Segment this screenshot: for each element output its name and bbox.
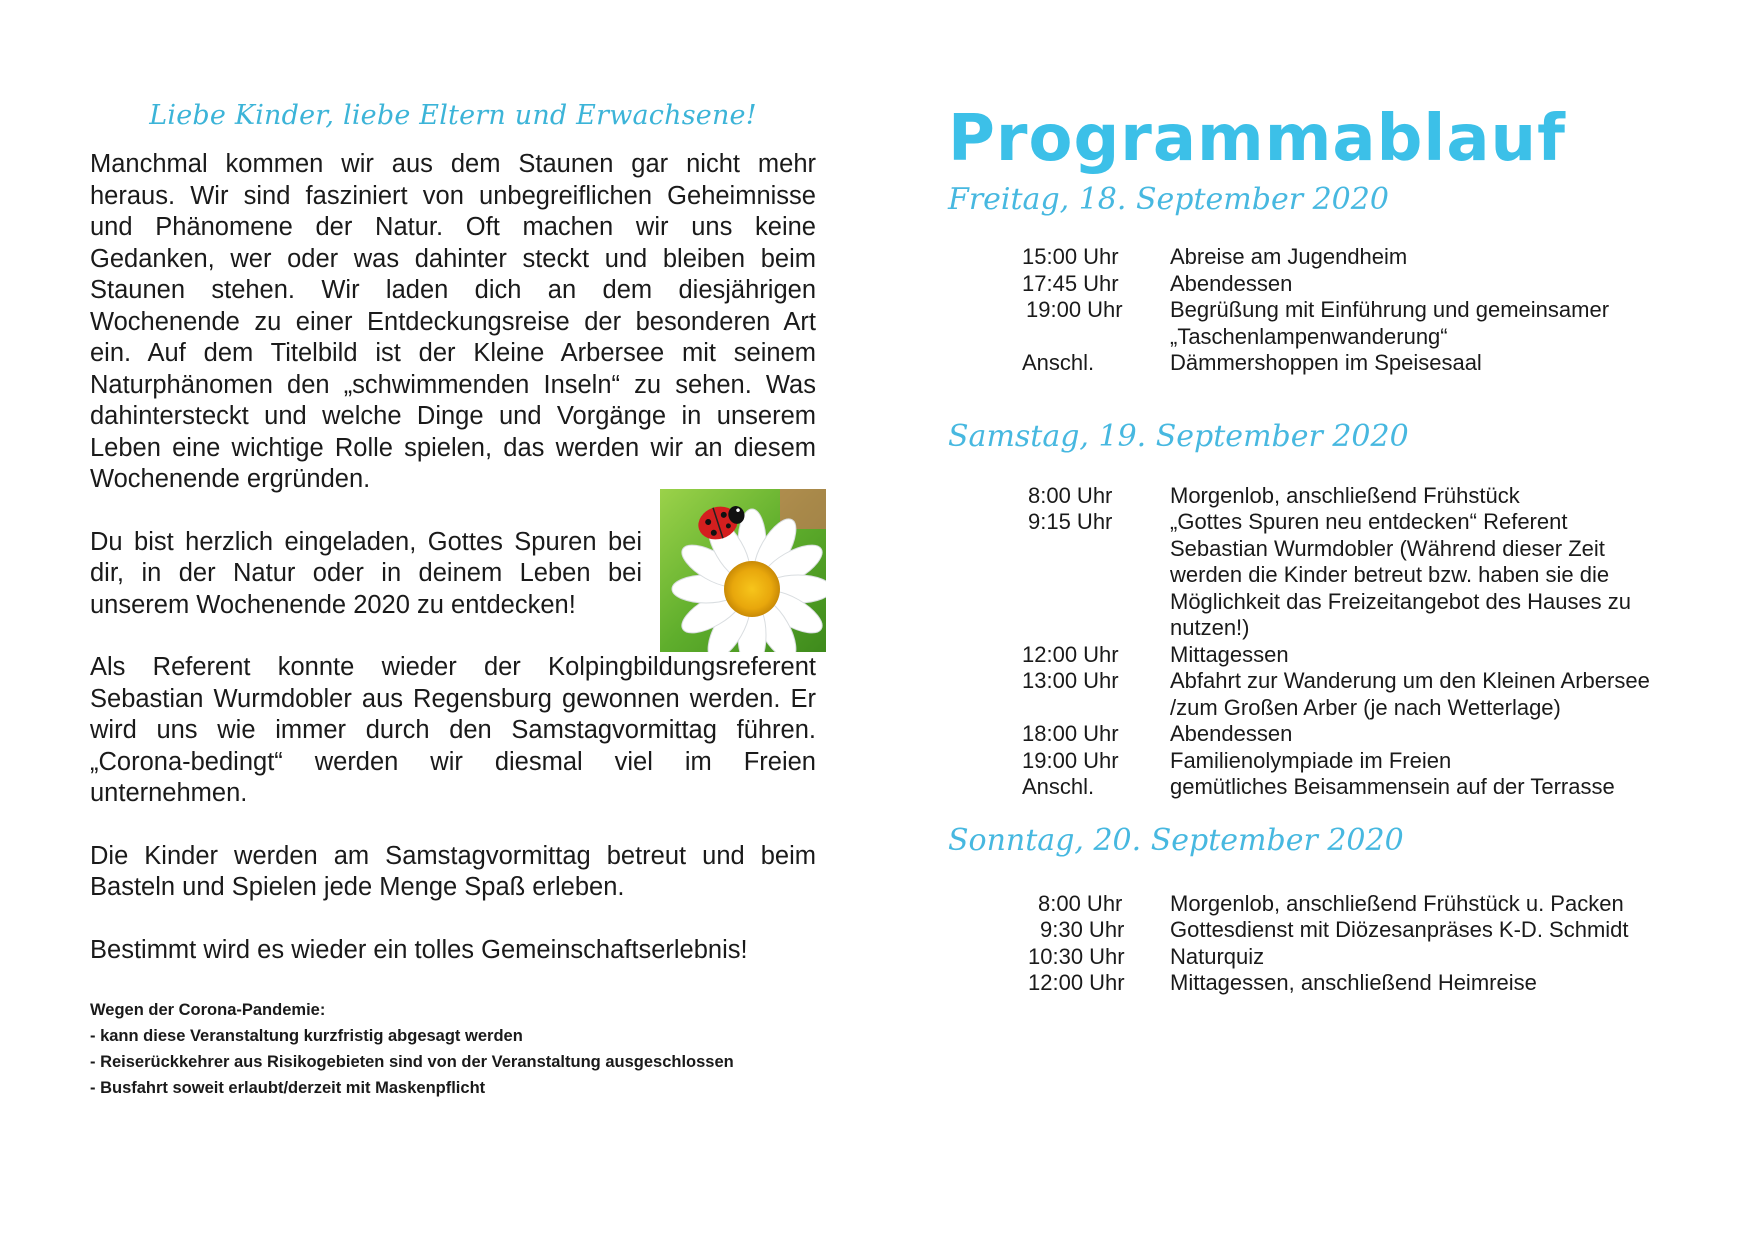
schedule-desc: Abendessen <box>1170 270 1293 296</box>
invitation-paragraph: Du bist herzlich eingeladen, Gottes Spuren bei dir, in der Natur oder in deinem Leben bei unserem Wochenende 2020 zu entdecken! <box>90 527 642 619</box>
notice-item: - Reiserückkehrer aus Risikogebieten sind von der Veranstaltung ausgeschlossen <box>90 1053 734 1071</box>
schedule-time: 12:00 Uhr <box>1022 641 1119 667</box>
day-title-friday: Freitag, 18. September 2020 <box>948 182 1389 217</box>
schedule-time: 8:00 Uhr <box>1038 890 1123 916</box>
intro-paragraph: Manchmal kommen wir aus dem Staunen gar nicht mehr heraus. Wir sind fasziniert von unbegreiflichen Geheimnisse und Phänomene der Natur. Oft machen wir uns keine Gedanken, wer oder was dahinter steckt und bleiben beim Staunen stehen. Wir laden dich an dem diesjährigen Wochenende zu einer Entdeckungsreise der besonderen Art ein. Auf dem Titelbild ist der Kleine Arbersee mit seinem Naturphänomen den „schwimmenden Inseln“ zu sehen. Was dahintersteckt und welche Dinge und Vorgänge in unserem Leben eine wichtige Rolle spielen, das werden wir an diesem Wochenende ergründen. <box>90 150 816 493</box>
schedule-row <box>1022 297 1718 350</box>
day-title-saturday: Samstag, 19. September 2020 <box>948 418 1409 454</box>
day-friday <box>948 180 1718 377</box>
program-column <box>948 98 1718 997</box>
notice-heading: Wegen der Corona-Pandemie: <box>90 1001 326 1019</box>
schedule-row <box>1022 509 1718 642</box>
ladybug-daisy-image <box>660 489 826 652</box>
schedule-row <box>1022 350 1718 377</box>
schedule-time: Anschl. <box>1022 774 1095 799</box>
notice-item: - kann diese Veranstaltung kurzfristig abgesagt werden <box>90 1027 523 1045</box>
schedule-desc: Familienolympiade im Freien <box>1170 747 1452 773</box>
notice-item: - Busfahrt soweit erlaubt/derzeit mit Maskenpflicht <box>90 1079 486 1097</box>
referent-paragraph: Als Referent konnte wieder der Kolpingbildungsreferent Sebastian Wurmdobler aus Regensburg gewonnen werden. Er wird uns wie immer durch den Samstagvormittag führen. „Corona-bedingt“ werden wir diesmal viel im Freien unternehmen. <box>90 653 816 807</box>
schedule-time: Anschl. <box>1022 350 1095 375</box>
schedule-saturday <box>1022 483 1718 801</box>
schedule-desc: Dämmershoppen im Speisesaal <box>1170 350 1482 375</box>
schedule-row <box>1022 271 1718 298</box>
schedule-row <box>1022 944 1718 971</box>
schedule-time: 18:00 Uhr <box>1022 721 1119 746</box>
closing-paragraph: Bestimmt wird es wieder ein tolles Gemeinschaftserlebnis! <box>90 935 748 964</box>
schedule-desc: Gottesdienst mit Diözesanpräses K-D. Schmidt <box>1170 917 1629 942</box>
schedule-desc: Abreise am Jugendheim <box>1170 244 1408 269</box>
schedule-row <box>1022 483 1718 510</box>
schedule-row <box>1022 244 1718 271</box>
schedule-time: 9:30 Uhr <box>1040 917 1125 942</box>
greeting-heading: Liebe Kinder, liebe Eltern und Erwachsene! <box>149 100 757 131</box>
schedule-sunday <box>1022 891 1718 997</box>
schedule-desc: gemütliches Beisammensein auf der Terrasse <box>1170 774 1615 799</box>
schedule-desc: Mittagessen, anschließend Heimreise <box>1170 970 1537 995</box>
schedule-time: 13:00 Uhr <box>1022 668 1119 693</box>
program-title: Programmablauf <box>948 102 1566 176</box>
schedule-desc: Naturquiz <box>1170 943 1265 969</box>
schedule-row <box>1022 748 1718 775</box>
schedule-row <box>1022 774 1718 801</box>
day-saturday <box>948 417 1718 801</box>
schedule-desc: Mittagessen <box>1170 641 1289 667</box>
schedule-row <box>1022 917 1718 944</box>
schedule-row <box>1022 891 1718 918</box>
schedule-time: 17:45 Uhr <box>1022 270 1119 296</box>
day-title-sunday: Sonntag, 20. September 2020 <box>948 822 1404 858</box>
corona-notice <box>90 997 816 1101</box>
schedule-row <box>1022 721 1718 748</box>
schedule-row <box>1022 642 1718 669</box>
schedule-time: 8:00 Uhr <box>1028 482 1113 508</box>
schedule-desc: „Gottes Spuren neu entdecken“ Referent Sebastian Wurmdobler (Während dieser Zeit werden die Kinder betreut bzw. haben sie die Möglichkeit das Freizeitangebot des Hauses zu nutzen!) <box>1170 509 1632 640</box>
schedule-row <box>1022 668 1718 721</box>
schedule-desc: Morgenlob, anschließend Frühstück u. Packen <box>1170 890 1624 916</box>
schedule-row <box>1022 970 1718 997</box>
schedule-desc: Morgenlob, anschließend Frühstück <box>1170 482 1520 508</box>
schedule-time: 19:00 Uhr <box>1026 297 1123 322</box>
schedule-friday <box>1022 244 1718 377</box>
schedule-time: 19:00 Uhr <box>1022 747 1119 773</box>
schedule-time: 15:00 Uhr <box>1022 244 1119 269</box>
schedule-time: 10:30 Uhr <box>1028 943 1125 969</box>
children-paragraph: Die Kinder werden am Samstagvormittag betreut und beim Basteln und Spielen jede Menge Spaß erleben. <box>90 841 816 901</box>
schedule-desc: Begrüßung mit Einführung und gemeinsamer „Taschenlampenwanderung“ <box>1170 297 1610 349</box>
schedule-desc: Abfahrt zur Wanderung um den Kleinen Arbersee /zum Großen Arber (je nach Wetterlage) <box>1170 668 1650 720</box>
schedule-time: 9:15 Uhr <box>1028 509 1113 534</box>
schedule-desc: Abendessen <box>1170 721 1293 746</box>
day-sunday <box>948 821 1718 997</box>
schedule-time: 12:00 Uhr <box>1028 970 1125 995</box>
